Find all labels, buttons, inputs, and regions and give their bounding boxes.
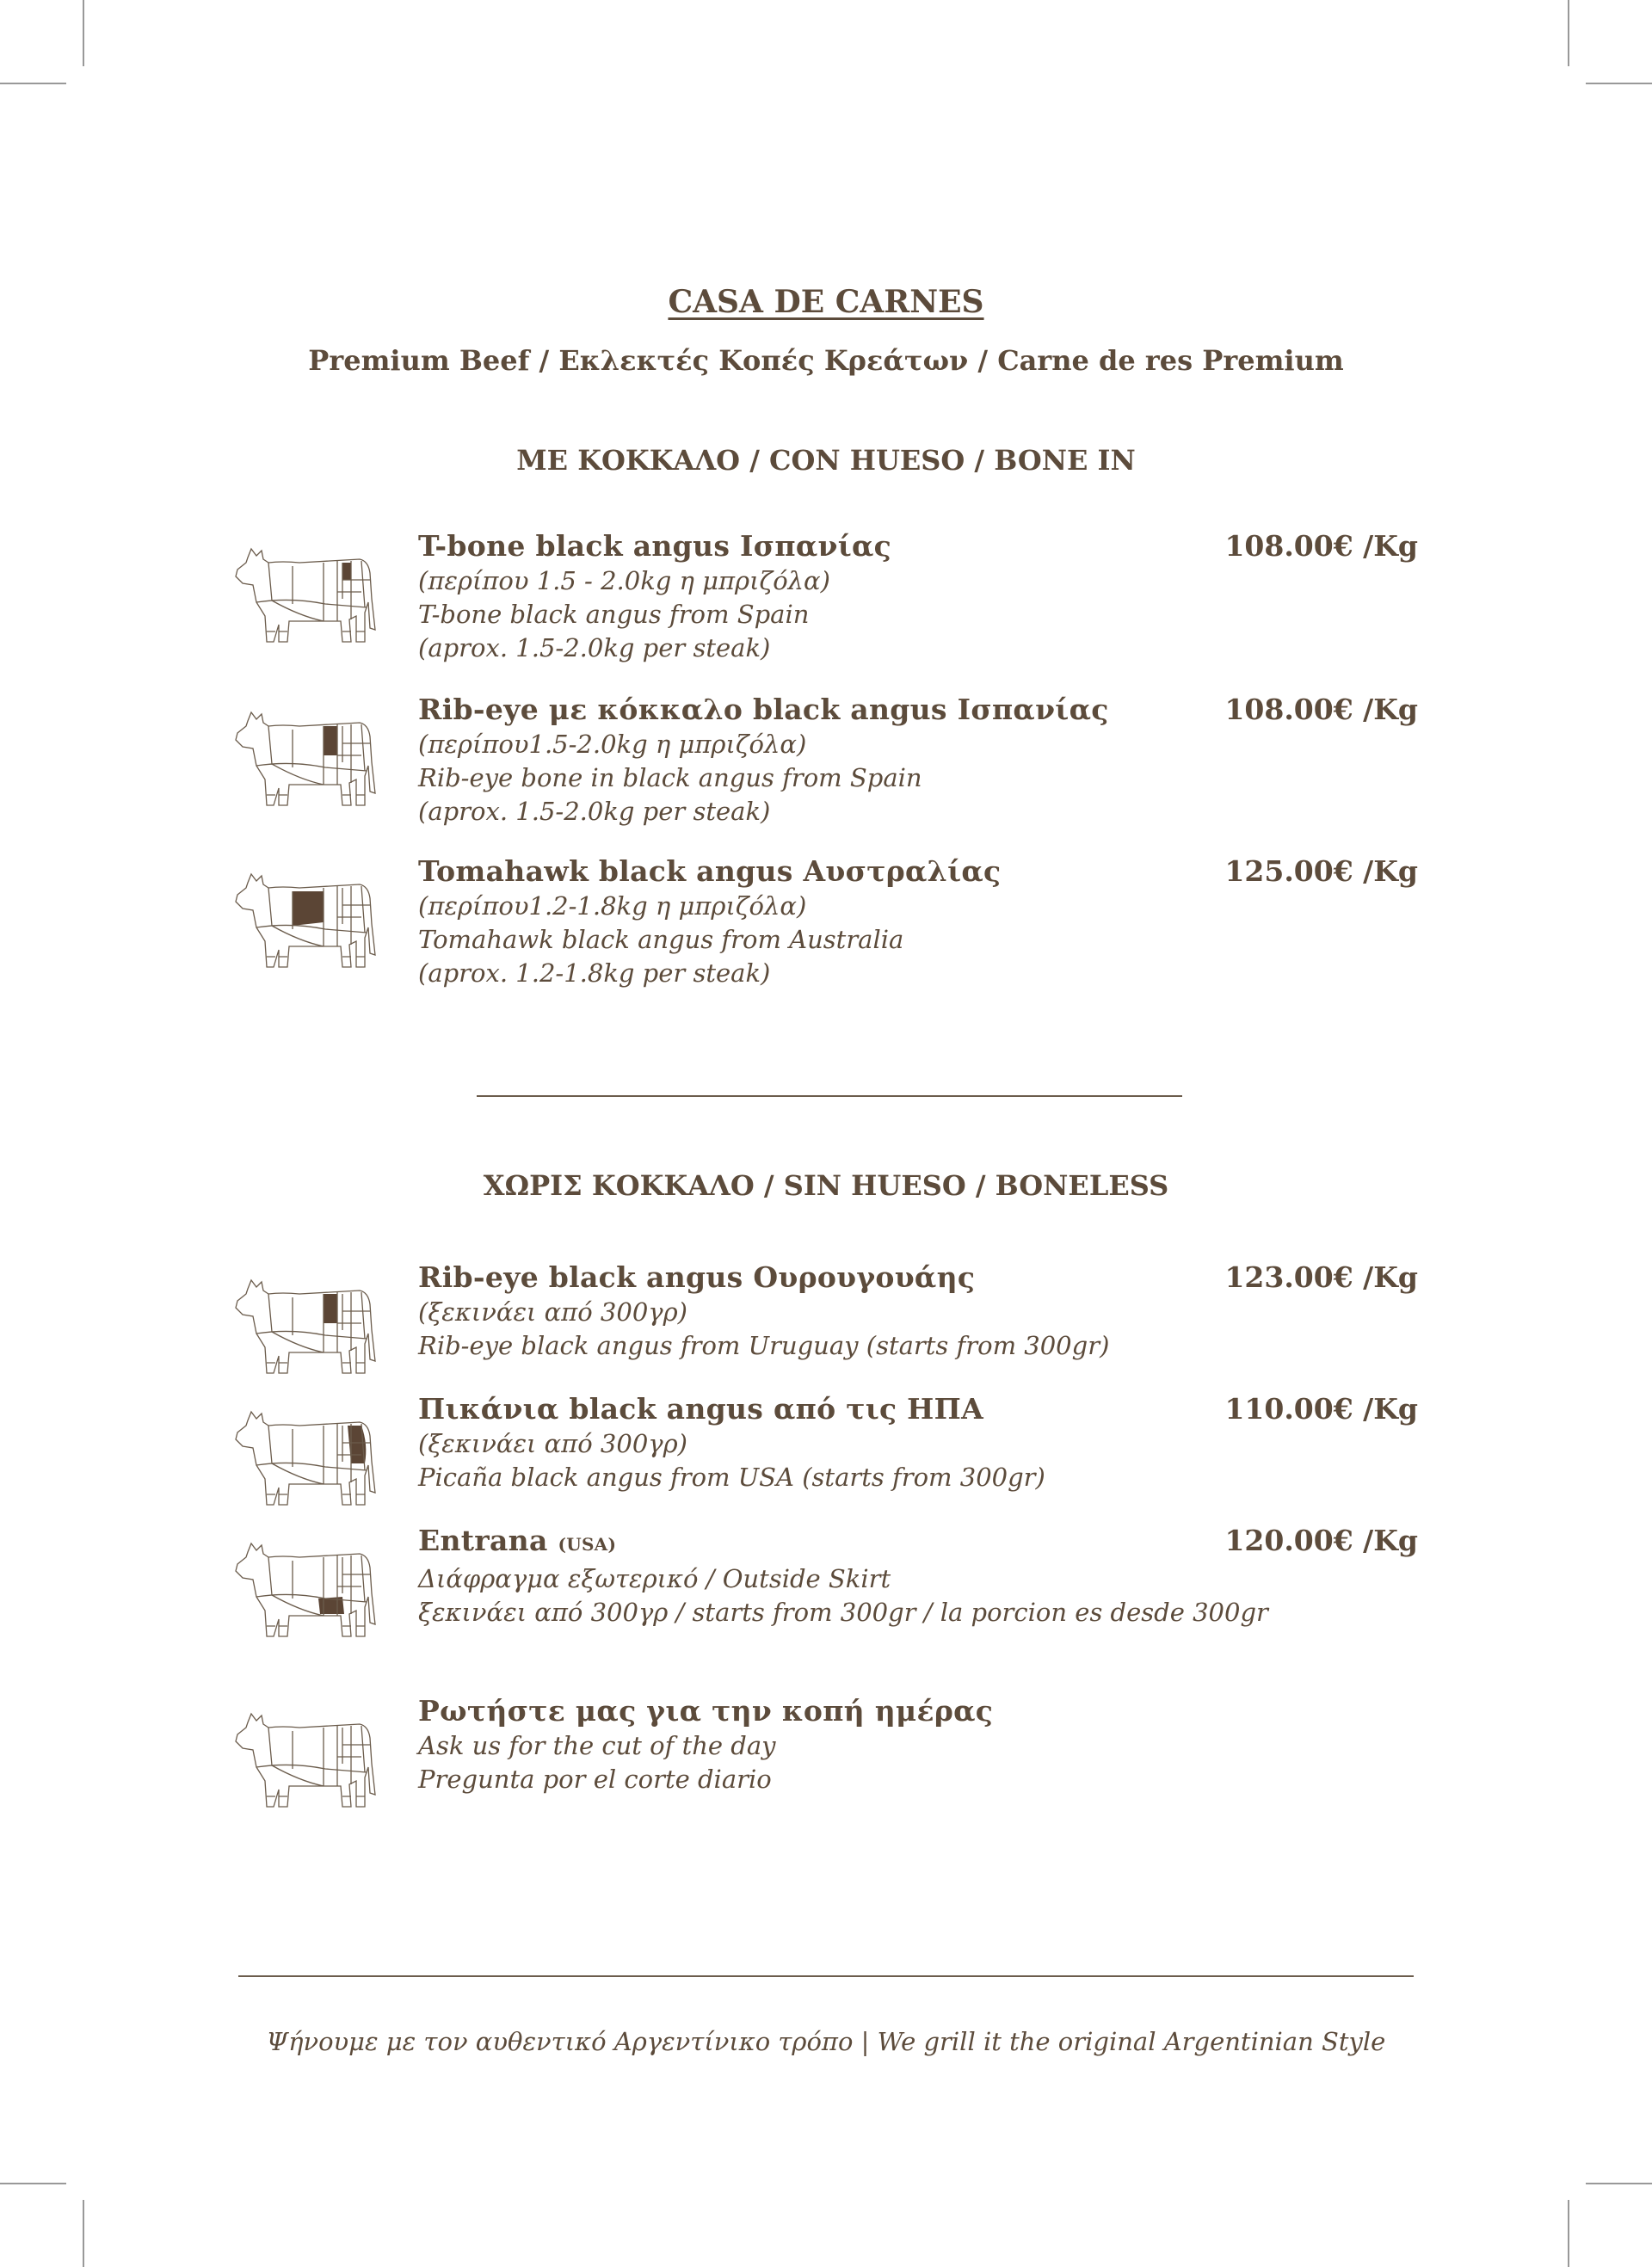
item-name-text: Πικάνια black angus από τις ΗΠΑ bbox=[418, 1392, 984, 1426]
menu-item-price: 108.00€ /Kg bbox=[1224, 529, 1418, 563]
menu-item-price: 108.00€ /Kg bbox=[1224, 693, 1418, 726]
menu-item-description: Διάφραγμα εξωτερικό / Outside Skirt bbox=[418, 1564, 891, 1593]
menu-item-price: 110.00€ /Kg bbox=[1224, 1392, 1418, 1426]
menu-item-description: Rib-eye black angus from Uruguay (starts from 300gr) bbox=[418, 1331, 1110, 1360]
menu-item-text bbox=[418, 1391, 1045, 1494]
crop-mark bbox=[1586, 2183, 1652, 2184]
cow-cut-picanha-icon bbox=[231, 1410, 379, 1506]
menu-item-description: Rib-eye bone in black angus from Spain bbox=[418, 763, 922, 792]
menu-item-description: Pregunta por el corte diario bbox=[418, 1765, 772, 1794]
menu-item-description: (ξεκινάει από 300γρ) bbox=[418, 1429, 687, 1458]
menu-item-text bbox=[418, 528, 891, 665]
crop-mark bbox=[1568, 0, 1569, 66]
crop-mark bbox=[1586, 83, 1652, 84]
footer-divider bbox=[238, 1975, 1414, 1977]
section-title-boneless: ΧΩΡΙΣ ΚΟΚΚΑΛΟ / SIN HUESO / BONELESS bbox=[483, 1169, 1169, 1202]
menu-item-description: (aprox. 1.2-1.8kg per steak) bbox=[418, 958, 771, 988]
crop-mark bbox=[83, 0, 84, 66]
menu-title: CASA DE CARNES bbox=[668, 284, 984, 320]
menu-item-name bbox=[418, 1523, 1268, 1562]
menu-item-description: Tomahawk black angus from Australia bbox=[418, 925, 904, 954]
cow-cut-tomahawk-icon bbox=[231, 872, 379, 969]
menu-item-description: (aprox. 1.5-2.0kg per steak) bbox=[418, 797, 771, 826]
menu-item-description: Ask us for the cut of the day bbox=[418, 1731, 776, 1760]
menu-item-description: (περίπου1.5-2.0kg η μπριζόλα) bbox=[418, 730, 807, 759]
cow-cut-ribeye-icon bbox=[231, 1278, 379, 1375]
menu-item-text bbox=[418, 1693, 993, 1796]
menu-item-description: (περίπου 1.5 - 2.0kg η μπριζόλα) bbox=[418, 566, 830, 595]
item-name-text: Rib-eye με κόκκαλο black angus Ισπανίας bbox=[418, 693, 1109, 726]
item-name-text: Tomahawk black angus Αυστραλίας bbox=[418, 854, 1002, 888]
menu-item-description: Picaña black angus from USA (starts from 300gr) bbox=[418, 1463, 1045, 1492]
cow-cut-skirt-icon bbox=[231, 1542, 379, 1638]
item-name-text: T-bone black angus Ισπανίας bbox=[418, 529, 892, 563]
menu-item-text bbox=[418, 1260, 1109, 1363]
menu-item-description: (ξεκινάει από 300γρ) bbox=[418, 1297, 687, 1327]
menu-item-description: T-bone black angus from Spain bbox=[418, 600, 810, 629]
menu-item-description: (aprox. 1.5-2.0kg per steak) bbox=[418, 633, 771, 662]
menu-item-text bbox=[418, 1523, 1268, 1629]
item-name-text: Entrana bbox=[418, 1524, 548, 1557]
footer-tagline: Ψήνουμε με τον αυθεντικό Αργεντίνικο τρόπο | We grill it the original Argentinian Style bbox=[266, 2027, 1386, 2056]
crop-mark bbox=[0, 83, 66, 84]
section-title-bone-in: ΜΕ ΚΟΚΚΑΛΟ / CON HUESO / BONE IN bbox=[516, 444, 1136, 477]
crop-mark bbox=[0, 2183, 66, 2184]
menu-item-text bbox=[418, 692, 1109, 829]
menu-item bbox=[231, 1524, 1418, 1714]
section-divider bbox=[477, 1095, 1182, 1097]
cow-cuts-icon bbox=[231, 1712, 379, 1808]
menu-item-price: 123.00€ /Kg bbox=[1224, 1260, 1418, 1294]
menu-item-name bbox=[418, 1391, 1045, 1427]
menu-item bbox=[231, 854, 1418, 1044]
menu-item-name bbox=[418, 1693, 993, 1729]
cow-cut-tbone-icon bbox=[231, 547, 379, 644]
crop-mark bbox=[83, 2200, 84, 2267]
menu-item-price: 120.00€ /Kg bbox=[1224, 1524, 1418, 1557]
item-origin: (USA) bbox=[558, 1534, 617, 1555]
menu-item-text bbox=[418, 853, 1001, 990]
cow-cut-ribeye-icon bbox=[231, 711, 379, 807]
menu-item-price: 125.00€ /Kg bbox=[1224, 854, 1418, 888]
menu-item-name bbox=[418, 692, 1109, 728]
menu-item-name bbox=[418, 1260, 1109, 1296]
item-name-text: Rib-eye black angus Ουρουγουάης bbox=[418, 1260, 976, 1294]
menu-item-description: ξεκινάει από 300γρ / starts from 300gr / la porcion es desde 300gr bbox=[418, 1598, 1268, 1627]
item-name-text: Ρωτήστε μας για την κοπή ημέρας bbox=[418, 1694, 994, 1728]
menu-item-description: (περίπου1.2-1.8kg η μπριζόλα) bbox=[418, 891, 807, 921]
crop-mark bbox=[1568, 2200, 1569, 2267]
menu-subtitle: Premium Beef / Εκλεκτές Κοπές Κρεάτων / Carne de res Premium bbox=[308, 344, 1344, 377]
menu-item bbox=[231, 1694, 1418, 1884]
menu-item-name bbox=[418, 528, 891, 564]
menu-item-name bbox=[418, 853, 1001, 890]
